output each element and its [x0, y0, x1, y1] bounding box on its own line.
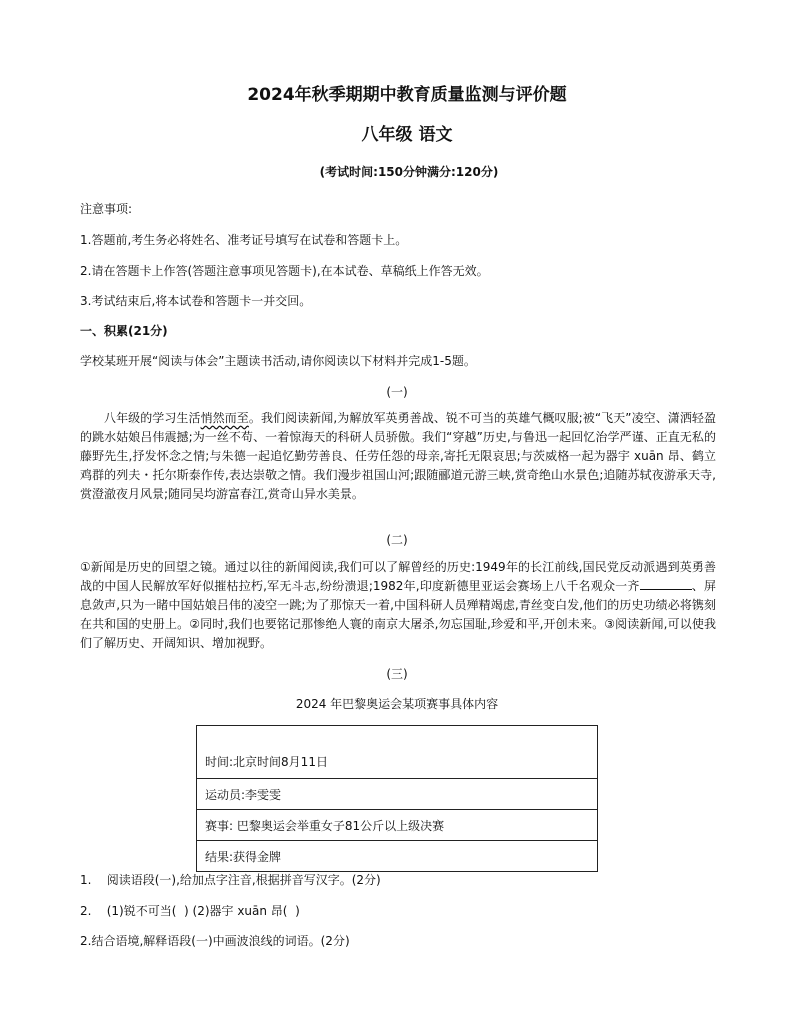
section-heading: 一、积累(21分) — [80, 324, 168, 338]
exam-title: 2024年秋季期期中教育质量监测与评价题 — [247, 85, 567, 105]
table-cell: 赛事: 巴黎奥运会举重女子81公斤以上级决赛 — [197, 810, 598, 841]
table-row — [197, 779, 598, 810]
passage-1-text: 八年级的学习生活悄然而至。我们阅读新闻,为解放军英勇善战、锐不可当的英雄气概叹服;被“飞天”凌空、潇洒轻盈的跳水姑娘吕伟震撼;为一丝不苟、一着惊海天的科研人员骄傲。我们“穿越”历史,与鲁迅一起回忆治学严谨、正直无私的藤野先生,抒发怀念之情;与朱德一起追忆勤劳善良、任劳任怨的母亲,寄托无限哀思;与茨威格一起为器宇 xuān 昂、鹤立鸡群的列夫・托尔斯泰作传,表达崇敬之情。我们漫步祖国山河;跟随郦道元游三峡,赏奇绝山水景色;追随苏轼夜游承天寺,赏澄澈夜月风景;随同吴均游富春江,赏奇山异水美景。 — [80, 411, 716, 501]
question-item: 1. 阅读语段(一),给加点字注音,根据拼音写汉字。(2分) — [80, 873, 381, 887]
passage-label-3: (三) — [386, 667, 408, 681]
event-info-table — [196, 725, 598, 872]
exam-duration-score: (考试时间:150分钟满分:120分) — [319, 165, 499, 179]
table-title: 2024 年巴黎奥运会某项赛事具体内容 — [295, 697, 499, 711]
notice-item: 2.请在答题卡上作答(答题注意事项见答题卡),在本试卷、草稿纸上作答无效。 — [80, 264, 489, 278]
wavy-underlined-word: 悄然而至 — [200, 411, 249, 425]
section-intro: 学校某班开展“阅读与体会”主题读书活动,请你阅读以下材料并完成1-5题。 — [80, 354, 476, 368]
table-cell: 结果:获得金牌 — [197, 841, 598, 872]
notice-heading: 注意事项: — [80, 202, 133, 216]
table-cell: 运动员:李雯雯 — [197, 779, 598, 810]
blank-line — [640, 578, 692, 590]
grade-subject-title: 八年级 语文 — [361, 125, 453, 145]
notice-item: 3.考试结束后,将本试卷和答题卡一并交回。 — [80, 294, 312, 308]
passage-2-text: ①新闻是历史的回望之镜。通过以往的新闻阅读,我们可以了解曾经的历史:1949年的长江前线,国民党反动派遇到英勇善战的中国人民解放军好似摧枯拉朽,军无斗志,纷纷溃退;1982年,印度新德里亚运会赛场上八千名观众一齐 、屏息敛声,只为一睹中国姑娘吕伟的凌空一跳;为了那惊天一着,中国科研人员殚精竭虑,青丝变白发,他们的历史功绩必将镌刻在共和国的史册上。②同时,我们也要铭记那惨绝人寰的南京大屠杀,勿忘国耻,珍爱和平,开创未来。③阅读新闻,可以使我们了解历史、开阔知识、增加视野。 — [80, 560, 716, 650]
table-cell: 时间:北京时间8月11日 — [197, 726, 598, 779]
table-row — [197, 841, 598, 872]
question-item: 2. (1)锐不可当( ) (2)器宇 xuān 昂( ) — [80, 904, 300, 918]
passage-label-2: (二) — [386, 533, 408, 547]
table-row — [197, 810, 598, 841]
notice-item: 1.答题前,考生务必将姓名、准考证号填写在试卷和答题卡上。 — [80, 233, 408, 247]
question-item: 2.结合语境,解释语段(一)中画波浪线的词语。(2分) — [80, 934, 350, 948]
passage-label-1: (一) — [386, 385, 408, 399]
table-row — [197, 726, 598, 779]
